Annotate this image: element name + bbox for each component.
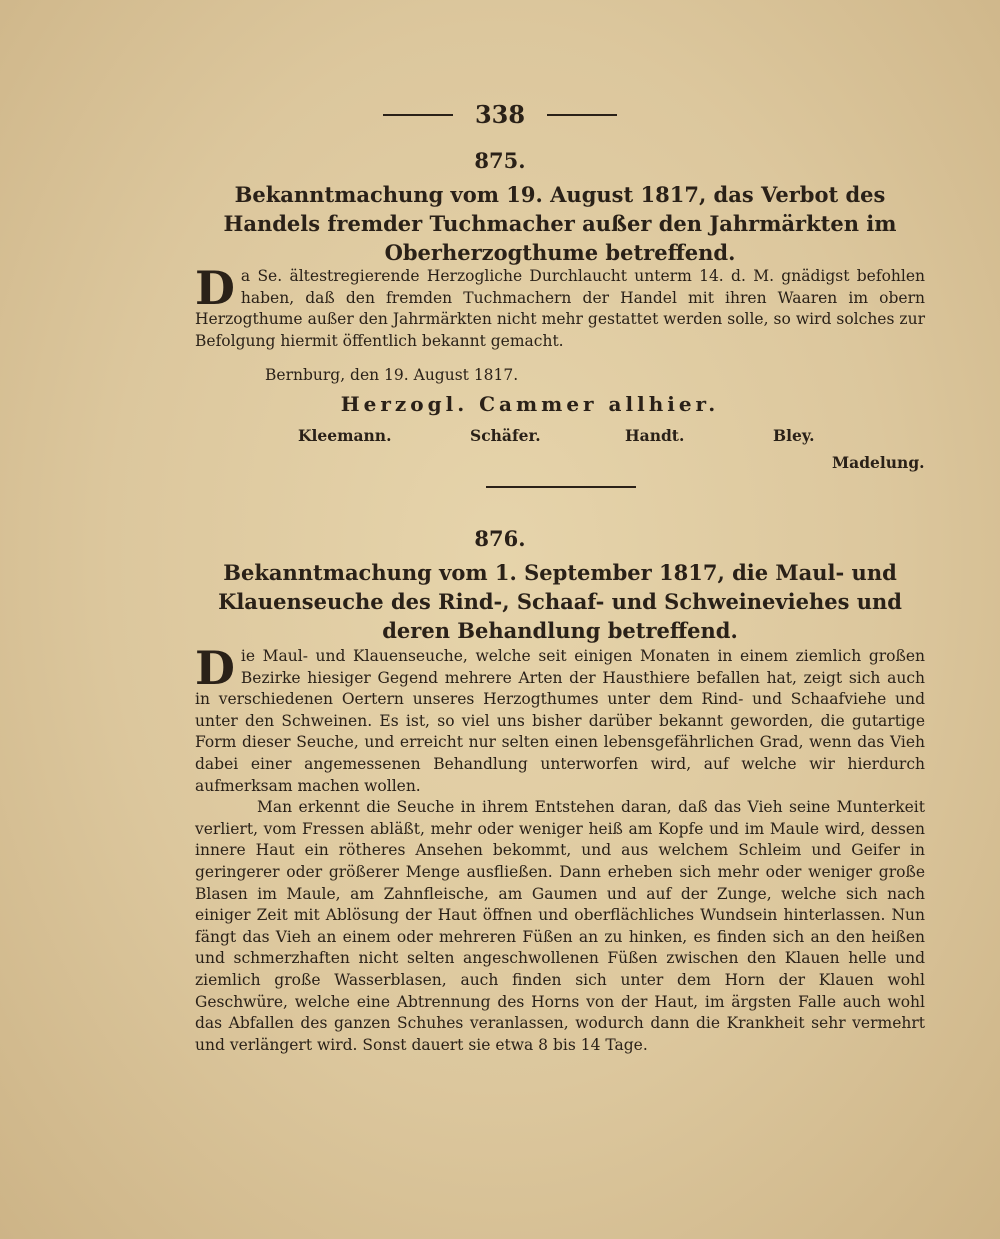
section-875-body (195, 261, 925, 352)
section-876-body (195, 641, 925, 1056)
section-875-title: Bekanntmachung vom 19. August 1817, das Verbot des Handels fremder Tuchmacher außer den Jahrmärkten im Oberherzogthume betreffend. (223, 182, 897, 265)
header-rule-left (383, 114, 453, 116)
page-header (0, 100, 1000, 129)
section-876-dropcap: D (195, 641, 235, 695)
signature-schaefer: Schäfer. (470, 426, 541, 445)
section-875-authority: Herzogl. Cammer allhier. (340, 392, 720, 416)
section-876-number: 876. (474, 526, 526, 551)
signature-kleemann: Kleemann. (298, 426, 392, 445)
section-875-number: 875. (474, 148, 526, 173)
section-876-paragraph-1: ie Maul- und Klauenseuche, welche seit einigen Monaten in einem ziemlich großen Bezirke hiesiger Gegend mehrere Arten der Hausthiere befallen hat, zeigt sich auch in verschiedenen Oertern unseres Herzogthumes unter dem Rind- und Schaafviehe und unter den Schweinen. Es ist, so viel uns bisher darüber bekannt geworden, die gutartige Form dieser Seuche, und erreicht nur selten einen lebensgefährlichen Grad, wenn das Vieh dabei einer angemessenen Behandlung unterworfen wird, auf welche wir hierdurch aufmerksam machen wollen. (195, 647, 925, 795)
section-876-title: Bekanntmachung vom 1. September 1817, die Maul- und Klauenseuche des Rind-, Schaaf- und Schweineviehes und deren Behandlung betreffend. (218, 560, 902, 643)
signature-handt: Handt. (625, 426, 685, 445)
section-875-dropcap: D (195, 261, 235, 315)
section-875-text: a Se. ältestregierende Herzogliche Durchlaucht unterm 14. d. M. gnädigst befohlen haben, daß den fremden Tuchmachern der Handel mit ihren Waaren im obern Herzogthume außer den Jahrmärkten nicht mehr gestattet werden solle, so wird solches zur Befolgung hiermit öffentlich bekannt gemacht. (195, 267, 925, 350)
signature-bley: Bley. (773, 426, 815, 445)
header-rule-right (547, 114, 617, 116)
signature-madelung: Madelung. (832, 453, 925, 472)
section-875-place-date: Bernburg, den 19. August 1817. (265, 366, 519, 384)
section-876-paragraph-2: Man erkennt die Seuche in ihrem Entstehen daran, daß das Vieh seine Munterkeit verliert, vom Fressen abläßt, mehr oder weniger heiß am Kopfe und im Maule wird, dessen innere Haut ein rötheres Ansehen bekommt, und aus welchem Schleim und Geifer in geringerer oder größerer Menge ausfließen. Dann erheben sich mehr oder weniger große Blasen im Maule, am Zahnfleische, am Gaumen und auf der Zunge, welche sich nach einiger Zeit mit Ablösung der Haut öffnen und oberflächliches Wundsein hinterlassen. Nun fängt das Vieh an einem oder mehreren Füßen an zu hinken, es finden sich an den heißen und schmerzhaften nicht selten angeschwollenen Füßen zwischen den Klauen helle und ziemlich große Wasserblasen, auch finden sich unter dem Horn der Klauen wohl Geschwüre, welche eine Abtrennung des Horns von der Haut, im ärgsten Falle auch wohl das Abfallen des ganzen Schuhes veranlassen, wodurch dann die Krankheit sehr vermehrt und verlängert wird. Sonst dauert sie etwa 8 bis 14 Tage. (195, 798, 925, 1054)
section-divider (486, 486, 636, 488)
page-number: 338 (474, 100, 526, 129)
